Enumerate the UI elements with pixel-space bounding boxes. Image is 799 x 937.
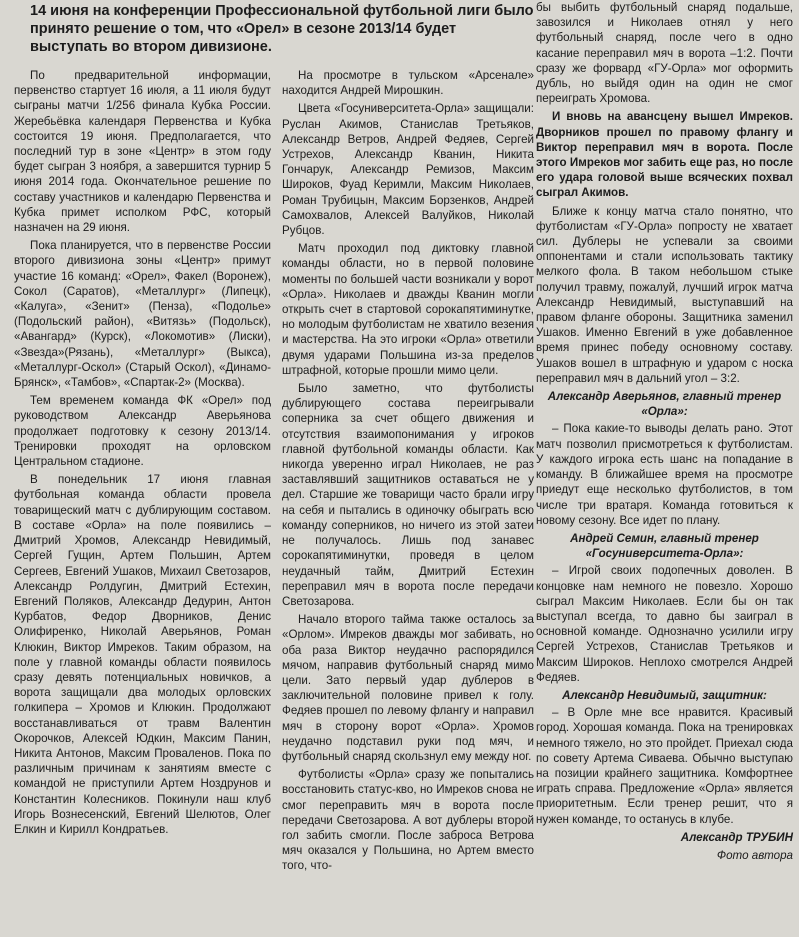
paragraph: Цвета «Госуниверситета-Орла» защищали: Руслан Акимов, Станислав Третьяков, Александр Ветров, Андрей Федяев, Сергей Устрехов, Александр Кванин, Никита Гончарук, Александр Ремизов, Максим Широков, Фуад Керимли, Максим Николаев, Роман Трубицын, Максим Борзенков, Андрей Самохвалов, Алексей Валуйков, Николай Рубцов.: [282, 102, 534, 238]
paragraph: В понедельник 17 июня главная футбольная команда области провела товарищеский матч с дублирующим составом. В составе «Орла» на поле появились – Дмитрий Хромов, Александр Невидимый, Сергей Гущин, Артем Польшин, Артем Сергеев, Евгений Ушаков, Михаил Светозаров, Александр Ролдугин, Дмитрий Естехин, Евгений Поляков, Александр Дедурин, Антон Курбатов, Федор Дворников, Денис Олифиренко, Николай Аверьянов, Роман Клюкин, Виктор Имреков. Таким образом, на поле у главной команды области появилось сразу девять потенциальных новичков, а ворота защищали два молодых орловских голкипера – Хромов и Клюкин. Продолжают восстанавливаться от травм Валентин Окорочков, Алексей Юдкин, Максим Панин, Никита Антонов, Максим Проваленов. Пока по различным причинам к занятиям вместе с командой не приступили Артем Ноздрунов и Константин Колесников. Покинули наш клуб Игорь Вознесенский, Евгений Шелютов, Олег Елкин и Кирилл Кондратьев.: [14, 473, 271, 836]
paragraph: бы выбить футбольный снаряд подальше, завозился и Николаев отнял у него футбольный снаряд, после чего в одно касание переправил мяч в ворота –1:2. Почти сразу же форвард «ГУ-Орла» мог оформить дубль, но выйдя один на один не смог переиграть Хромова.: [536, 1, 793, 106]
paragraph: Начало второго тайма также осталось за «Орлом». Имреков дважды мог забивать, но оба раза Виктор неудачно распорядился мячом, направив футбольный снаряд мимо цели. Зато первый удар дублеров в заключительной половине привел к голу. Федяев прошел по левому флангу и направил мяч в сторону ворот «Орла». Хромов неудачно подставил руки под мяч, и футбольный снаряд скользнул ему между ног.: [282, 613, 534, 763]
paragraph: Ближе к концу матча стало понятно, что футболистам «ГУ-Орла» попросту не хватает сил. Дублеры не успевали за своими оппонентами и стали использовать тактику мелкого фола. В таком небольшом стыке получил травму, пожалуй, лучший игрок матча Александр Невидимый, выступавший на правом фланге обороны. Защитника заменил Ушаков. Именно Евгений в уже добавленное время принес победу основному составу. Ушаков вошел в штрафную и ударом с носка переправил мяч в дальний угол – 3:2.: [536, 204, 793, 385]
quote-text: – Пока какие-то выводы делать рано. Этот матч позволил присмотреться к футболистам. У каждого игрока есть шанс на попадание в команду. В ближайшее время на просмотре приедут еще несколько футболистов, в том числе три вратаря. Команда готовиться к новому сезону. Все идет по плану.: [536, 422, 793, 527]
quote-heading: Андрей Семин, главный тренер «Госуниверситета-Орла»:: [570, 531, 759, 561]
quote-heading: Александр Аверьянов, главный тренер «Орла»:: [547, 390, 782, 419]
photo-credit: Фото автора: [716, 848, 793, 862]
paragraph: И вновь на авансцену вышел Имреков. Дворников прошел по правому флангу и Виктор переправил мяч в ворота. После этого Имреков мог забить еще раз, но после его удара головой выше всяческих похвал сыграл Акимов.: [536, 110, 793, 200]
paragraph: Пока планируется, что в первенстве России второго дивизиона зоны «Центр» примут участие 16 команд: «Орел», Факел (Воронеж), Сокол (Саратов), «Металлург» (Липецк), «Калуга», «Зенит» (Пенза), «Подолье» (Подольский район), «Витязь» (Подольск), «Авангард» (Курск), «Локомотив» (Лиски), «Звезда»(Рязань), «Металлург» (Выкса), «Металлург-Оскол» (Старый Оскол), «Динамо-Брянск», «Тамбов», «Спартак-2» (Москва).: [14, 239, 271, 390]
column-2: [282, 68, 534, 877]
paragraph: По предварительной информации, первенство стартует 16 июля, а 11 июля будут сыграны матчи 1/256 финала Кубка России. Жеребьёвка календаря Первенства и Кубка состоится 19 июня. Предполагается, что последний тур в зоне «Центр» в этом году будет сыгран 3 ноября, а завершится турнир 5 июня 2014 года. Окончательное решение по составу участников и календарю Первенства и Кубка примет исполком РФС, который назначен на 29 июня.: [14, 69, 271, 235]
author-signature: Александр ТРУБИН: [680, 830, 793, 844]
article-headline: 14 июня на конференции Профессиональной футбольной лиги было принято решение о том, что «Орел» в сезоне 2013/14 будет выступать во втором дивизионе.: [30, 3, 534, 55]
column-1: [14, 68, 271, 840]
column-3: [536, 0, 793, 866]
paragraph: Тем временем команда ФК «Орел» под руководством Александр Аверьянова продолжает подготовку к сезону 2013/14. Тренировки проходят на орловском Центральном стадионе.: [14, 394, 271, 469]
paragraph: На просмотре в тульском «Арсенале» находится Андрей Мирошкин.: [282, 69, 534, 98]
paragraph: Матч проходил под диктовку главной команды области, но в первой половине моменты по большей части возникали у ворот «Орла». Николаев и дважды Кванин могли открыть счет в стартовой сорокапятиминутке, но молодым футболистам не хватило везения и мастерства. На это игроки «Орла» ответили двумя ударами Польшина из-за пределов штрафной, которые прошли мимо цели.: [282, 242, 534, 377]
quote-text: – Игрой своих подопечных доволен. В концовке нам немного не повезло. Хорошо сыграл Максим Николаев. Если бы он так выступал всегда, то давно бы заиграл в основной команде. Однозначно усилили игру Сергей Устрехов, Станислав Третьяков и Максим Широков. Неплохо смотрелся Андрей Федяев.: [536, 564, 793, 684]
paragraph: Футболисты «Орла» сразу же попытались восстановить статус-кво, но Имреков снова не смог переправить мяч в ворота после передачи Светозарова. А вот дублеры второй гол забить смогли. После заброса Ветрова мяч оказался у Польшина, но Артем вместо того, что-: [282, 768, 534, 873]
quote-heading: Александр Невидимый, защитник:: [562, 688, 767, 702]
quote-text: – В Орле мне все нравится. Красивый город. Хорошая команда. Пока на тренировках немного тяжело, но это пройдет. Приехал сюда по совету Артема Сиваева. Обычно выступаю на позиции крайнего защитника. Комфортнее играть справа. Предложение «Орла» является приоритетным. Если тренер решит, что я нужен команде, то останусь в клубе.: [536, 706, 793, 826]
paragraph: Было заметно, что футболисты дублирующего состава переигрывали соперника за счет общего движения и отсутствия взаимопонимания у игроков главной футбольной команды области. Как никогда уверенно играл Николаев, не раз заставлявший защитников оставаться не у дел. Старшие же товарищи часто брали игру на себя и пытались в одиночку обыграть всю команду соперников, но ничего из этой затеи не получалось. Лишь под занавес сорокапятиминутки, проведя в целом неудачный тайм, Дмитрий Естехин переправил мяч в ворота после передачи Светозарова.: [282, 382, 534, 608]
